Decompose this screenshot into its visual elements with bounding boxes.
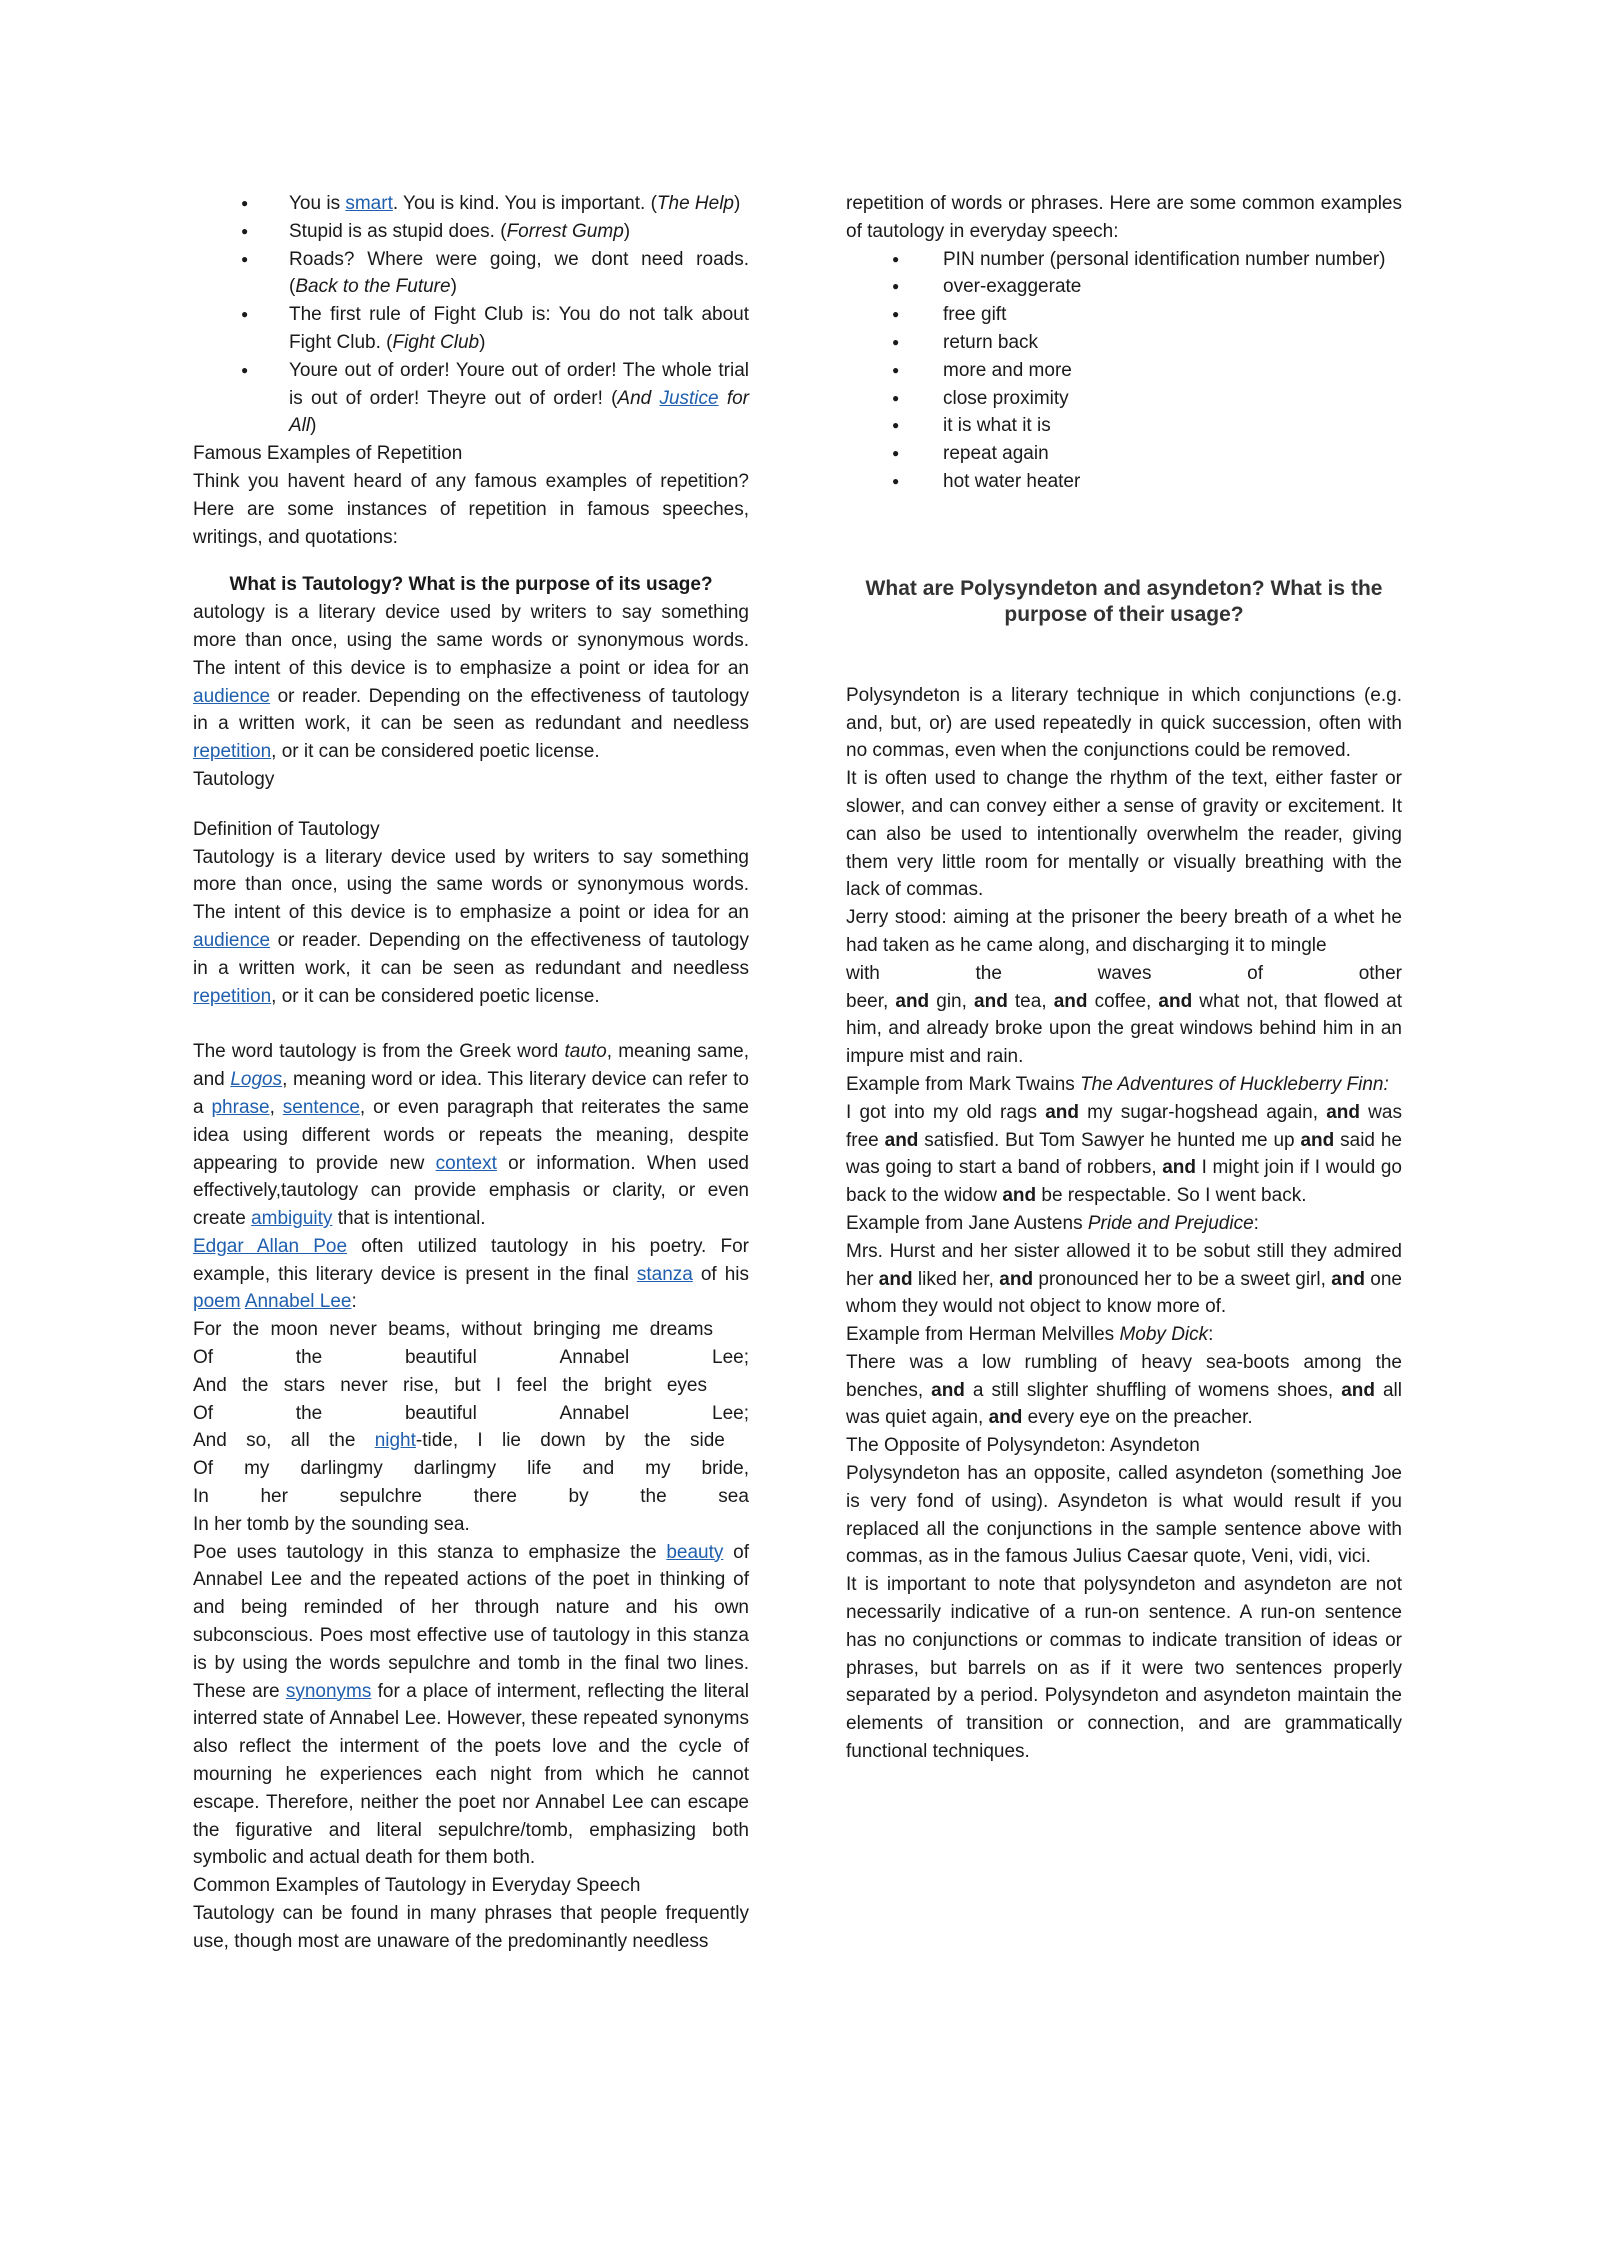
- melville-example: There was a low rumbling of heavy sea-boots among the benches, and a still slighter shuffling of womens shoes, and all was quiet again, and every eye on the preacher.: [846, 1351, 1402, 1429]
- list-item: ● close proximity: [846, 385, 1402, 413]
- twain-example: I got into my old rags and my sugar-hogshead again, and was free and satisfied. But Tom Sawyer he hunted me up and said he was going to start a band of robbers, and I might join if I would go back to the widow and be respectable. So I went back.: [846, 1101, 1403, 1207]
- link-repetition[interactable]: repetition: [193, 741, 272, 763]
- link-edgar-allan-poe[interactable]: Edgar Allan Poe: [193, 1235, 348, 1257]
- tautology-heading: What is Tautology? What is the purpose of its usage?: [229, 574, 713, 596]
- twain-label: Example from Mark Twains The Adventures of Huckleberry Finn:: [846, 1073, 1389, 1095]
- polysyndeton-purpose: It is often used to change the rhythm of the text, either faster or slower, and can convey either a sense of gravity or excitement. It can also be used to intentionally overwhelm the reader, giving them very little room for mentally or visually breathing with the lack of commas.: [846, 768, 1402, 901]
- link-justice[interactable]: Justice: [659, 387, 719, 409]
- definition-paragraph: Tautology is a literary device used by writers to say something more than once, using the same words or synonymous words. The intent of this device is to emphasize a point or idea for an audience or reader. Depending on the effectiveness of tautology in a written work, it can be seen as redundant and needless repetition, or it can be considered poetic license.: [193, 846, 749, 1007]
- polysyndeton-definition: Polysyndeton is a literary technique in which conjunctions (e.g. and, but, or) are used repeatedly in quick succession, often with no commas, even when the conjunctions could be removed.: [846, 684, 1402, 762]
- link-annabel-lee[interactable]: Annabel Lee: [244, 1291, 352, 1313]
- link-beauty[interactable]: beauty: [666, 1541, 724, 1563]
- common-examples-heading: Common Examples of Tautology in Everyday Speech: [193, 1875, 641, 1897]
- link-logos[interactable]: Logos: [230, 1069, 283, 1091]
- dickens-example-cont: beer, and gin, and tea, and coffee, and what not, that flowed at him, and already broke upon the great windows behind him in an impure mist and rain.: [846, 990, 1402, 1068]
- poem-line: In her tomb by the sounding sea.: [193, 1513, 470, 1535]
- tautology-word: Tautology: [193, 768, 275, 790]
- list-item: ● repeat again: [846, 440, 1402, 468]
- famous-text: Think you havent heard of any famous examples of repetition? Here are some instances of repetition in famous speeches, writings, and quotations:: [193, 470, 749, 548]
- left-column: [193, 190, 749, 1956]
- list-item: ● free gift: [846, 301, 1402, 329]
- list-item: ● The first rule of Fight Club is: You do not talk about Fight Club. (Fight Club): [193, 301, 749, 357]
- examples-intro-text: repetition of words or phrases. Here are some common examples of tautology in everyday speech:: [846, 193, 1402, 242]
- list-item: ● Roads? Where were going, we dont need roads. (Back to the Future): [193, 246, 749, 302]
- link-synonyms[interactable]: synonyms: [285, 1680, 372, 1702]
- list-item: ● more and more: [846, 357, 1402, 385]
- poem-excerpt: [193, 1316, 749, 1538]
- list-item: ● return back: [846, 329, 1402, 357]
- run-on-paragraph: It is important to note that polysyndeton and asyndeton are not necessarily indicative of a run-on sentence. A run-on sentence has no conjunctions or commas to indicate transition of ideas or phrases, but barrels on as if it were two sentences properly separated by a period. Polysyndeton and asyndeton maintain the elements of transition or connection, and are grammatically functional techniques.: [846, 1574, 1402, 1763]
- tautology-example-list: [846, 246, 1402, 496]
- link-context[interactable]: context: [435, 1152, 497, 1174]
- melville-label: Example from Herman Melvilles Moby Dick:: [846, 1324, 1214, 1346]
- opposite-heading: The Opposite of Polysyndeton: Asyndeton: [846, 1435, 1200, 1457]
- etymology-paragraph: The word tautology is from the Greek word tauto, meaning same, and Logos, meaning word or idea. This literary device can refer to a phrase, sentence, or even paragraph that reiterates the same idea using different words or repeats the meaning, despite appearing to provide new context or information. When used effectively,tautology can provide emphasis or clarity, or even create ambiguity that is intentional.: [193, 1041, 749, 1230]
- link-audience[interactable]: audience: [193, 685, 271, 707]
- link-sentence[interactable]: sentence: [282, 1096, 360, 1118]
- austen-example: Mrs. Hurst and her sister allowed it to be sobut still they admired her and liked her, and pronounced her to be a sweet girl, and one whom they would not object to know more of.: [846, 1240, 1402, 1318]
- link-night[interactable]: night: [374, 1430, 416, 1452]
- polysyndeton-heading: What are Polysyndeton and asyndeton? What is the purpose of their usage?: [865, 576, 1383, 626]
- list-item: ● hot water heater: [846, 468, 1402, 496]
- link-stanza[interactable]: stanza: [636, 1263, 693, 1285]
- list-item: ● Stupid is as stupid does. (Forrest Gump): [193, 218, 749, 246]
- link-repetition[interactable]: repetition: [193, 985, 272, 1007]
- poem-line: Of the beautiful Annabel Lee;: [193, 1347, 749, 1369]
- list-item: ● over-exaggerate: [846, 273, 1402, 301]
- link-smart[interactable]: smart: [345, 193, 393, 214]
- tautology-intro-paragraph: autology is a literary device used by writers to say something more than once, using the same words or synonymous words. The intent of this device is to emphasize a point or idea for an audience or reader. Depending on the effectiveness of tautology in a written work, it can be seen as redundant and needless repetition, or it can be considered poetic license.: [193, 602, 749, 763]
- dickens-example: Jerry stood: aiming at the prisoner the beery breath of a whet he had taken as he came along, and discharging it to mingle: [846, 907, 1402, 956]
- common-examples-text: Tautology can be found in many phrases that people frequently use, though most are unaware of the predominantly needless: [193, 1903, 749, 1952]
- poe-paragraph: Edgar Allan Poe often utilized tautology in his poetry. For example, this literary device is present in the final stanza of his poem Annabel Lee:: [193, 1235, 749, 1313]
- list-item: ● Youre out of order! Youre out of order! The whole trial is out of order! Theyre out of order! (And Justice for All): [193, 357, 749, 440]
- famous-heading: Famous Examples of Repetition: [193, 443, 463, 465]
- austen-label: Example from Jane Austens Pride and Prejudice:: [846, 1212, 1259, 1234]
- link-phrase[interactable]: phrase: [211, 1096, 270, 1118]
- list-item: ● it is what it is: [846, 412, 1402, 440]
- right-column: [846, 190, 1402, 1766]
- link-poem[interactable]: poem: [193, 1291, 241, 1313]
- poem-line: And so, all the night-tide, I lie down by the side: [193, 1430, 725, 1452]
- link-ambiguity[interactable]: ambiguity: [251, 1208, 333, 1230]
- poem-line: Of my darlingmy darlingmy life and my bride,: [193, 1458, 749, 1480]
- poem-line: Of the beautiful Annabel Lee;: [193, 1402, 749, 1424]
- list-item: ● PIN number (personal identification number number): [846, 246, 1402, 274]
- movie-quote-list: [193, 190, 749, 440]
- poem-line: And the stars never rise, but I feel the bright eyes: [193, 1374, 708, 1396]
- poem-line: In her sepulchre there by the sea: [193, 1486, 749, 1508]
- definition-heading: Definition of Tautology: [193, 818, 380, 840]
- poe-analysis-paragraph: Poe uses tautology in this stanza to emphasize the beauty of Annabel Lee and the repeated actions of the poet in thinking of and being reminded of her through nature and his own subconscious. Poes most effective use of tautology in this stanza is by using the words sepulchre and tomb in the final two lines. These are synonyms for a place of interment, reflecting the literal interred state of Annabel Lee. However, these repeated synonyms also reflect the interment of the poets love and the cycle of mourning he experiences each night from which he cannot escape. Therefore, neither the poet nor Annabel Lee can escape the figurative and literal sepulchre/tomb, emphasizing both symbolic and actual death for them both.: [193, 1541, 749, 1869]
- list-item: ● You is smart. You is kind. You is important. (The Help): [193, 190, 749, 218]
- justified-row: with the waves of other: [846, 962, 1402, 984]
- poem-line: For the moon never beams, without bringing me dreams: [193, 1319, 714, 1341]
- link-audience[interactable]: audience: [193, 929, 271, 951]
- asyndeton-paragraph: Polysyndeton has an opposite, called asyndeton (something Joe is very fond of using). Asyndeton is what would result if you replaced all the conjunctions in the sample sentence above with commas, as in the famous Julius Caesar quote, Veni, vidi, vici.: [846, 1463, 1402, 1568]
